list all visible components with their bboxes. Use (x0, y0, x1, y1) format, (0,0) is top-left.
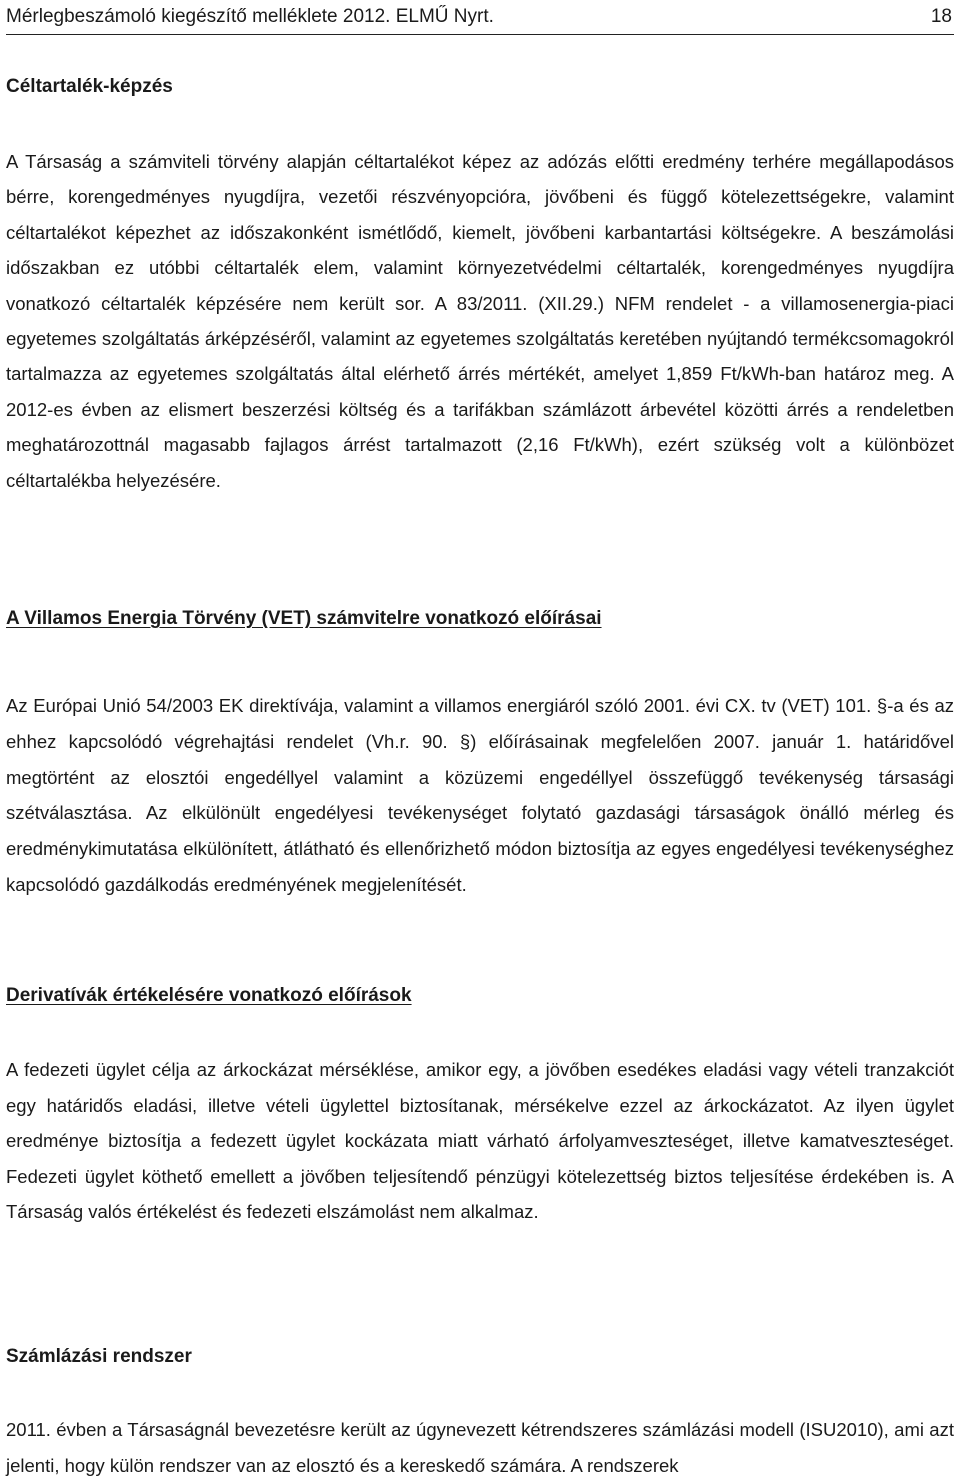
section-heading-celtartalek: Céltartalék-képzés (6, 76, 173, 97)
section-paragraph-derivativak: A fedezeti ügylet célja az árkockázat mérséklése, amikor egy, a jövőben esedékes eladási vagy vételi tranzakciót egy határidős eladási, illetve vételi ügylettel biztosítanak, mérsékelve ezzel az árkockázatot. Az ilyen ügylet eredménye biztosítja a fedezett ügylet kockázata miatt várható árfolyamveszteséget, illetve kamatveszteséget. Fedezeti ügylet köthető emellett a jövőben teljesítendő pénzügyi kötelezettség biztos teljesítése érdekében is. A Társaság valós értékelést és fedezeti elszámolást nem alkalmaz. (6, 1059, 954, 1223)
section-heading-derivativak: Derivatívák értékelésére vonatkozó előírások (6, 985, 412, 1006)
section-heading-szamlazas: Számlázási rendszer (6, 1346, 192, 1367)
section-paragraph-vet: Az Európai Unió 54/2003 EK direktívája, valamint a villamos energiáról szóló 2001. évi CX. tv (VET) 101. §-a és az ehhez kapcsolódó végrehajtási rendelet (Vh.r. 90. §) előírásainak megfelelően 2007. január 1. határidővel megtörtént az elosztói engedéllyel valamint a közüzemi engedéllyel összefüggő tevékenység társasági szétválasztása. Az elkülönült engedélyesi tevékenységet folytató gazdasági társaságok önálló mérleg és eredménykimutatása elkülönített, átlátható és ellenőrizhető módon biztosítja az egyes engedélyesi tevékenységhez kapcsolódó gazdálkodás eredményének megjelenítését. (6, 695, 954, 895)
section-paragraph-szamlazas: 2011. évben a Társaságnál bevezetésre került az úgynevezett kétrendszeres számlázási modell (ISU2010), ami azt jelenti, hogy külön rendszer van az elosztó és a kereskedő számára. A rendszerek (6, 1419, 954, 1476)
section-paragraph-celtartalek: A Társaság a számviteli törvény alapján céltartalékot képez az adózás előtti eredmény terhére megállapodásos bérre, korengedményes nyugdíjra, vezetői részvényopcióra, jövőbeni és függő kötelezettségekre, valamint céltartalékot képezhet az időszakonként ismétlődő, kiemelt, jövőbeni karbantartási költségekre. A beszámolási időszakban ez utóbbi céltartalék elem, valamint környezetvédelmi céltartalék, korengedményes nyugdíjra vonatkozó céltartalék képzésére nem került sor. A 83/2011. (XII.29.) NFM rendelet - a villamosenergia-piaci egyetemes szolgáltatás árképzéséről, valamint az egyetemes szolgáltatás keretében nyújtandó termékcsomagokról tartalmazza az egyetemes szolgáltatás által elérhető árrés mértékét, amelyet 1,859 Ft/kWh-ban határoz meg. A 2012-es évben az elismert beszerzési költség és a tarifákban számlázott árbevétel közötti árrés a rendeletben meghatározottnál magasabb fajlagos árrést tartalmazott (2,16 Ft/kWh), ezért szükség volt a különbözet céltartalékba helyezésére. (6, 151, 954, 491)
section-heading-vet: A Villamos Energia Törvény (VET) számvitelre vonatkozó előírásai (6, 608, 602, 629)
page-number: 18 (930, 6, 952, 27)
running-header (6, 4, 954, 35)
header-title: Mérlegbeszámoló kiegészítő melléklete 2012. ELMŰ Nyrt. (6, 6, 494, 27)
